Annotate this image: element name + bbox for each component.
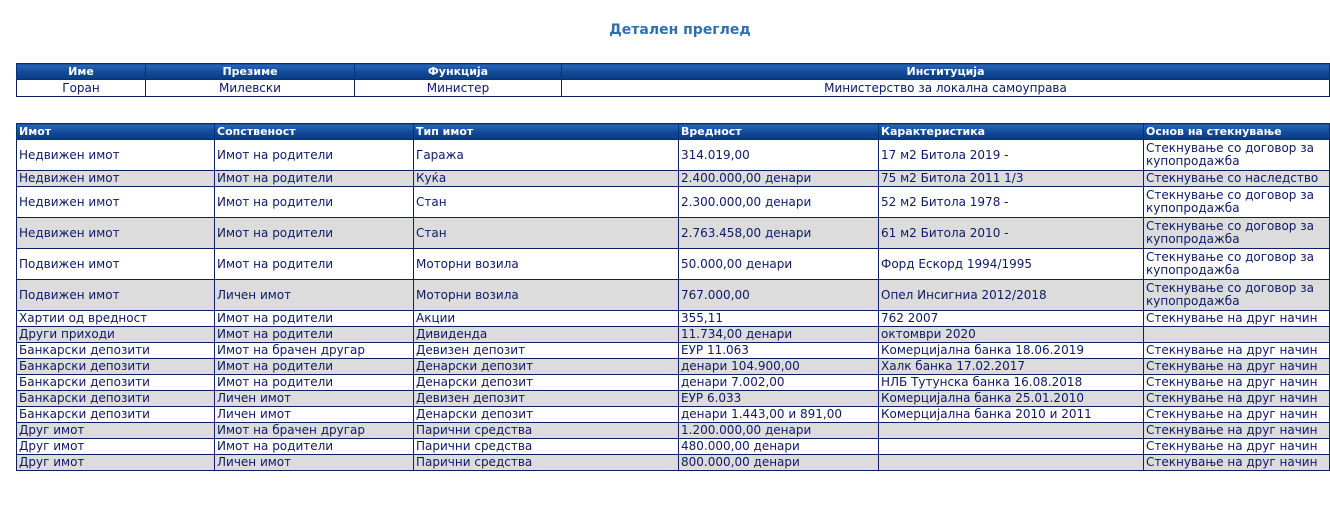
cell-ownership: Имот на родители <box>215 327 414 343</box>
cell-ownership: Имот на родители <box>215 359 414 375</box>
cell-value: 11.734,00 денари <box>679 327 879 343</box>
assets-header-row <box>17 124 1330 140</box>
cell-asset-type: Парични средства <box>414 455 679 471</box>
person-name: Горан <box>17 80 146 97</box>
cell-asset: Банкарски депозити <box>17 375 215 391</box>
cell-ownership: Имот на родители <box>215 171 414 187</box>
header-characteristic: Карактеристика <box>879 124 1144 140</box>
cell-characteristic: Опел Инсигниа 2012/2018 <box>879 280 1144 311</box>
cell-asset: Друг имот <box>17 439 215 455</box>
cell-acquisition-basis: Стекнување на друг начин <box>1144 311 1330 327</box>
cell-acquisition-basis: Стекнување на друг начин <box>1144 359 1330 375</box>
cell-acquisition-basis: Стекнување со договор за купопродажба <box>1144 187 1330 218</box>
header-institution: Институција <box>562 64 1330 80</box>
cell-characteristic: 17 м2 Битола 2019 - <box>879 140 1144 171</box>
cell-asset-type: Стан <box>414 218 679 249</box>
asset-row <box>17 407 1330 423</box>
asset-row <box>17 187 1330 218</box>
cell-ownership: Имот на родители <box>215 311 414 327</box>
cell-value: 2.763.458,00 денари <box>679 218 879 249</box>
header-function: Функција <box>355 64 562 80</box>
cell-ownership: Имот на родители <box>215 187 414 218</box>
cell-asset: Друг имот <box>17 423 215 439</box>
cell-value: 1.200.000,00 денари <box>679 423 879 439</box>
cell-characteristic: октомври 2020 <box>879 327 1144 343</box>
cell-characteristic: 75 м2 Битола 2011 1/3 <box>879 171 1144 187</box>
cell-asset-type: Денарски депозит <box>414 407 679 423</box>
cell-asset: Подвижен имот <box>17 280 215 311</box>
cell-acquisition-basis: Стекнување на друг начин <box>1144 375 1330 391</box>
header-asset-type: Тип имот <box>414 124 679 140</box>
cell-asset-type: Денарски депозит <box>414 375 679 391</box>
cell-value: ЕУР 11.063 <box>679 343 879 359</box>
cell-asset: Други приходи <box>17 327 215 343</box>
cell-characteristic: 762 2007 <box>879 311 1144 327</box>
asset-row <box>17 327 1330 343</box>
header-asset: Имот <box>17 124 215 140</box>
cell-characteristic: Комерцијална банка 18.06.2019 <box>879 343 1144 359</box>
cell-acquisition-basis: Стекнување на друг начин <box>1144 423 1330 439</box>
cell-value: 314.019,00 <box>679 140 879 171</box>
cell-value: 800.000,00 денари <box>679 455 879 471</box>
asset-row <box>17 455 1330 471</box>
cell-asset: Недвижен имот <box>17 218 215 249</box>
cell-acquisition-basis: Стекнување со наследство <box>1144 171 1330 187</box>
cell-value: ЕУР 6.033 <box>679 391 879 407</box>
cell-asset-type: Моторни возила <box>414 249 679 280</box>
asset-row <box>17 359 1330 375</box>
cell-ownership: Имот на брачен другар <box>215 423 414 439</box>
cell-asset: Хартии од вредност <box>17 311 215 327</box>
cell-value: 50.000,00 денари <box>679 249 879 280</box>
person-surname: Милевски <box>146 80 355 97</box>
cell-asset-type: Денарски депозит <box>414 359 679 375</box>
cell-ownership: Имот на родители <box>215 375 414 391</box>
cell-asset: Банкарски депозити <box>17 407 215 423</box>
cell-value: денари 7.002,00 <box>679 375 879 391</box>
cell-asset-type: Куќа <box>414 171 679 187</box>
asset-row <box>17 311 1330 327</box>
cell-characteristic: НЛБ Тутунска банка 16.08.2018 <box>879 375 1144 391</box>
cell-asset: Недвижен имот <box>17 171 215 187</box>
cell-ownership: Личен имот <box>215 407 414 423</box>
cell-value: 2.300.000,00 денари <box>679 187 879 218</box>
cell-asset-type: Стан <box>414 187 679 218</box>
cell-asset-type: Гаража <box>414 140 679 171</box>
asset-row <box>17 171 1330 187</box>
person-institution: Министерство за локална самоуправа <box>562 80 1330 97</box>
cell-asset-type: Девизен депозит <box>414 343 679 359</box>
person-table <box>16 63 1330 97</box>
cell-characteristic: Халк банка 17.02.2017 <box>879 359 1144 375</box>
person-function: Министер <box>355 80 562 97</box>
header-value: Вредност <box>679 124 879 140</box>
asset-row <box>17 218 1330 249</box>
asset-row <box>17 140 1330 171</box>
cell-asset-type: Девизен депозит <box>414 391 679 407</box>
cell-asset: Банкарски депозити <box>17 359 215 375</box>
header-surname: Презиме <box>146 64 355 80</box>
cell-characteristic: 61 м2 Битола 2010 - <box>879 218 1144 249</box>
cell-acquisition-basis: Стекнување на друг начин <box>1144 455 1330 471</box>
cell-value: 2.400.000,00 денари <box>679 171 879 187</box>
asset-row <box>17 439 1330 455</box>
cell-acquisition-basis: Стекнување на друг начин <box>1144 343 1330 359</box>
cell-characteristic <box>879 439 1144 455</box>
cell-characteristic <box>879 423 1144 439</box>
asset-row <box>17 391 1330 407</box>
cell-characteristic: 52 м2 Битола 1978 - <box>879 187 1144 218</box>
asset-row <box>17 423 1330 439</box>
cell-asset-type: Парични средства <box>414 423 679 439</box>
cell-asset: Банкарски депозити <box>17 343 215 359</box>
cell-acquisition-basis: Стекнување со договор за купопродажба <box>1144 140 1330 171</box>
cell-ownership: Имот на родители <box>215 439 414 455</box>
cell-characteristic <box>879 455 1144 471</box>
cell-ownership: Имот на родители <box>215 140 414 171</box>
cell-acquisition-basis <box>1144 327 1330 343</box>
asset-row <box>17 280 1330 311</box>
cell-characteristic: Комерцијална банка 25.01.2010 <box>879 391 1144 407</box>
assets-table <box>16 123 1330 471</box>
cell-asset-type: Акции <box>414 311 679 327</box>
cell-asset: Недвижен имот <box>17 187 215 218</box>
cell-ownership: Имот на родители <box>215 218 414 249</box>
cell-value: 767.000,00 <box>679 280 879 311</box>
cell-asset: Друг имот <box>17 455 215 471</box>
cell-characteristic: Форд Ескорд 1994/1995 <box>879 249 1144 280</box>
cell-acquisition-basis: Стекнување со договор за купопродажба <box>1144 249 1330 280</box>
cell-value: 480.000,00 денари <box>679 439 879 455</box>
cell-value: 355,11 <box>679 311 879 327</box>
cell-ownership: Личен имот <box>215 455 414 471</box>
cell-asset: Подвижен имот <box>17 249 215 280</box>
cell-asset-type: Дивиденда <box>414 327 679 343</box>
asset-row <box>17 343 1330 359</box>
person-row <box>17 80 1330 97</box>
cell-acquisition-basis: Стекнување со договор за купопродажба <box>1144 218 1330 249</box>
cell-asset: Банкарски депозити <box>17 391 215 407</box>
cell-acquisition-basis: Стекнување на друг начин <box>1144 407 1330 423</box>
cell-value: денари 104.900,00 <box>679 359 879 375</box>
cell-ownership: Имот на родители <box>215 249 414 280</box>
cell-asset-type: Моторни возила <box>414 280 679 311</box>
page-title: Детален преглед <box>609 22 751 38</box>
cell-ownership: Личен имот <box>215 280 414 311</box>
cell-asset: Недвижен имот <box>17 140 215 171</box>
cell-value: денари 1.443,00 и 891,00 <box>679 407 879 423</box>
header-name: Име <box>17 64 146 80</box>
cell-acquisition-basis: Стекнување со договор за купопродажба <box>1144 280 1330 311</box>
header-ownership: Сопственост <box>215 124 414 140</box>
header-acquisition-basis: Основ на стекнување <box>1144 124 1330 140</box>
cell-acquisition-basis: Стекнување на друг начин <box>1144 439 1330 455</box>
asset-row <box>17 249 1330 280</box>
cell-ownership: Имот на брачен другар <box>215 343 414 359</box>
asset-row <box>17 375 1330 391</box>
person-header-row <box>17 64 1330 80</box>
cell-characteristic: Комерцијална банка 2010 и 2011 <box>879 407 1144 423</box>
cell-acquisition-basis: Стекнување на друг начин <box>1144 391 1330 407</box>
cell-ownership: Личен имот <box>215 391 414 407</box>
cell-asset-type: Парични средства <box>414 439 679 455</box>
